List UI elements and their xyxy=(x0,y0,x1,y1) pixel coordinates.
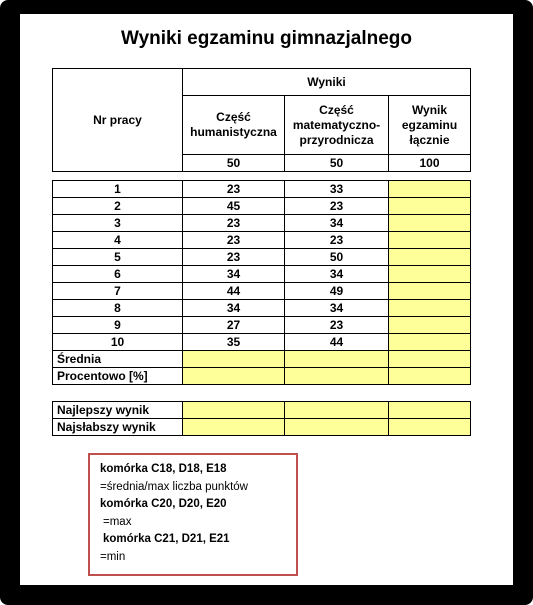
table-row xyxy=(53,215,471,232)
nr-cell: 4 xyxy=(53,232,183,249)
nr-cell: 1 xyxy=(53,181,183,198)
najlepszy-label: Najlepszy wynik xyxy=(53,402,183,419)
nr-cell: 2 xyxy=(53,198,183,215)
note-line-1: komórka C18, D18, E18 xyxy=(100,463,227,475)
lacznie-cell[interactable] xyxy=(389,334,471,351)
nr-cell: 3 xyxy=(53,215,183,232)
humanistyczna-cell: 44 xyxy=(183,283,285,300)
matematyczna-cell: 34 xyxy=(285,266,389,283)
najlepszy-matematyczna-cell[interactable] xyxy=(285,402,389,419)
note-line-6: =min xyxy=(100,550,126,563)
nr-cell: 7 xyxy=(53,283,183,300)
humanistyczna-cell: 34 xyxy=(183,300,285,317)
max-lacznie: 100 xyxy=(389,155,471,172)
header-nr-pracy: Nr pracy xyxy=(53,69,183,172)
lacznie-cell[interactable] xyxy=(389,266,471,283)
matematyczna-cell: 50 xyxy=(285,249,389,266)
lacznie-cell[interactable] xyxy=(389,198,471,215)
table-row xyxy=(53,283,471,300)
procentowo-label: Procentowo [%] xyxy=(53,368,183,385)
matematyczna-cell: 44 xyxy=(285,334,389,351)
najslabszy-label: Najsłabszy wynik xyxy=(53,419,183,436)
najslabszy-matematyczna-cell[interactable] xyxy=(285,419,389,436)
najlepszy-humanistyczna-cell[interactable] xyxy=(183,402,285,419)
srednia-matematyczna-cell[interactable] xyxy=(285,351,389,368)
najlepszy-lacznie-cell[interactable] xyxy=(389,402,471,419)
lacznie-cell[interactable] xyxy=(389,300,471,317)
results-table xyxy=(52,68,471,172)
srednia-label: Średnia xyxy=(53,351,183,368)
srednia-humanistyczna-cell[interactable] xyxy=(183,351,285,368)
table-row xyxy=(53,334,471,351)
table-row xyxy=(53,317,471,334)
note-line-4: =max xyxy=(103,515,132,528)
humanistyczna-cell: 27 xyxy=(183,317,285,334)
najslabszy-lacznie-cell[interactable] xyxy=(389,419,471,436)
nr-cell: 6 xyxy=(53,266,183,283)
nr-cell: 8 xyxy=(53,300,183,317)
note-line-5: komórka C21, D21, E21 xyxy=(103,533,230,545)
najslabszy-humanistyczna-cell[interactable] xyxy=(183,419,285,436)
lacznie-cell[interactable] xyxy=(389,249,471,266)
table-row xyxy=(53,300,471,317)
humanistyczna-cell: 34 xyxy=(183,266,285,283)
page-title: Wyniki egzaminu gimnazjalnego xyxy=(120,28,413,49)
procentowo-humanistyczna-cell[interactable] xyxy=(183,368,285,385)
lacznie-cell[interactable] xyxy=(389,283,471,300)
procentowo-lacznie-cell[interactable] xyxy=(389,368,471,385)
spreadsheet-page xyxy=(20,14,513,585)
procentowo-matematyczna-cell[interactable] xyxy=(285,368,389,385)
table-row xyxy=(53,198,471,215)
table-row xyxy=(53,266,471,283)
header-wynik-lacznie: Wynik egzaminu łącznie xyxy=(389,96,471,155)
lacznie-cell[interactable] xyxy=(389,181,471,198)
results-body-table xyxy=(52,180,471,436)
table-row xyxy=(53,249,471,266)
lacznie-cell[interactable] xyxy=(389,232,471,249)
lacznie-cell[interactable] xyxy=(389,317,471,334)
matematyczna-cell: 49 xyxy=(285,283,389,300)
header-matematyczno-przyrodnicza: Część matematyczno-przyrodnicza xyxy=(285,96,389,155)
nr-cell: 9 xyxy=(53,317,183,334)
formula-note xyxy=(88,453,298,576)
table-row xyxy=(53,181,471,198)
matematyczna-cell: 33 xyxy=(285,181,389,198)
humanistyczna-cell: 23 xyxy=(183,215,285,232)
humanistyczna-cell: 45 xyxy=(183,198,285,215)
max-matematyczna: 50 xyxy=(285,155,389,172)
humanistyczna-cell: 23 xyxy=(183,181,285,198)
max-humanistyczna: 50 xyxy=(183,155,285,172)
nr-cell: 10 xyxy=(53,334,183,351)
matematyczna-cell: 23 xyxy=(285,198,389,215)
matematyczna-cell: 34 xyxy=(285,215,389,232)
table-row xyxy=(53,232,471,249)
spacer-row xyxy=(53,385,471,402)
srednia-lacznie-cell[interactable] xyxy=(389,351,471,368)
matematyczna-cell: 34 xyxy=(285,300,389,317)
matematyczna-cell: 23 xyxy=(285,232,389,249)
humanistyczna-cell: 35 xyxy=(183,334,285,351)
matematyczna-cell: 23 xyxy=(285,317,389,334)
nr-cell: 5 xyxy=(53,249,183,266)
header-wyniki: Wyniki xyxy=(183,69,471,96)
note-line-3: komórka C20, D20, E20 xyxy=(100,498,227,510)
lacznie-cell[interactable] xyxy=(389,215,471,232)
header-humanistyczna: Część humanistyczna xyxy=(183,96,285,155)
humanistyczna-cell: 23 xyxy=(183,232,285,249)
note-line-2: =średnia/max liczba punktów xyxy=(100,480,248,493)
humanistyczna-cell: 23 xyxy=(183,249,285,266)
